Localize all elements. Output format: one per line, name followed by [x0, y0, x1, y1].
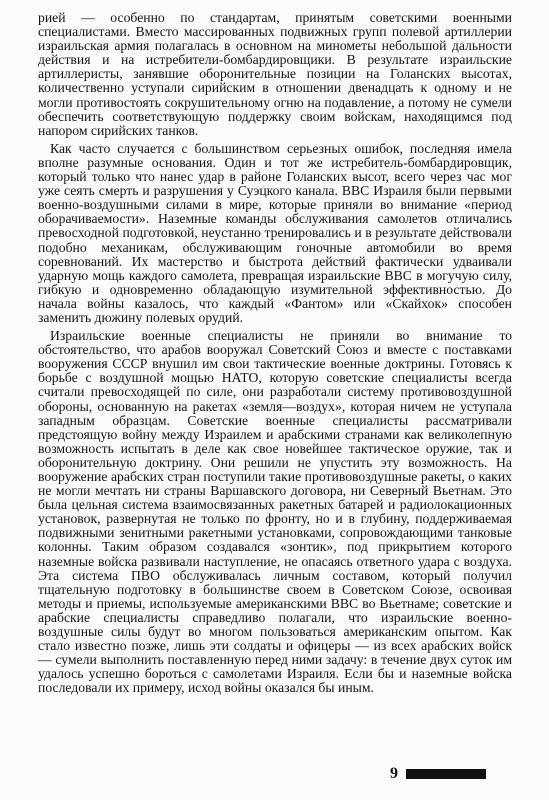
body-text — [38, 11, 512, 700]
paragraph-3: Израильские военные специалисты не приняли во внимание то обстоятельство, что арабов вооружал Советский Союз и вместе с поставками вооружения СССР внушил им свои тактические военные доктрины. Готовясь к борьбе с воздушной мощью НАТО, которую советские специалисты всегда считали превосходящей по силе, они разработали систему противовоздушной обороны, основанную на ракетах «земля—воздух», которая ничем не уступала западным образцам. Советские военные специалисты рассматривали предстоящую войну между Израилем и арабскими странами как великолепную возможность испытать в деле как свое новейшее тактическое оружие, так и оборонительную доктрину. Они решили не упустить эту возможность. На вооружение арабских стран поступили такие противовоздушные ракеты, о каких не могли мечтать ни страны Варшавского договора, ни Северный Вьетнам. Это была цельная система взаимосвязанных ракетных батарей и радиолокационных установок, развернутая не только по фронту, но и в глубину, поддерживаемая подвижными зенитными ракетными установками, сопровождающими танковые колонны. Таким образом создавался «зонтик», под прикрытием которого наземные войска развивали наступление, не опасаясь ответного удара с воздуха. Эта система ПВО обслуживалась личным составом, который получил тщательную подготовку в большинстве своем в Советском Союзе, освоивая методы и приемы, используемые американскими ВВС во Вьетнаме; советские и арабские специалисты справедливо полагали, что израильские военно-воздушные силы будут во многом пользоваться американским опытом. Как стало известно позже, лишь эти солдаты и офицеры — из всех арабских войск — сумели выполнить поставленную перед ними задачу: в течение двух суток им удалось успешно бороться с самолетами Израиля. Если бы и наземные войска последовали их примеру, исход войны оказался бы иным. — [38, 328, 512, 696]
page-number: 9 — [390, 765, 398, 782]
footer-rule — [406, 769, 486, 779]
paragraph-1: рией — особенно по стандартам, принятым советскими военными специалистами. Вместо массированных подвижных групп полевой артиллерии израильская армия полагалась в основном на минометы небольшой дальности действия и на истребители-бомбардировщики. В результате израильские артиллеристы, занявшие оборонительные позиции на Голанских высотах, количественно уступали сирийским в отношении двенадцать к одному и не могли противостоять сокрушительному огню на подавление, а потому не сумели обеспечить соответствующую поддержку своим войскам, находящимся под напором сирийских танков. — [38, 10, 512, 138]
page-footer — [390, 765, 486, 783]
paragraph-2: Как часто случается с большинством серьезных ошибок, последняя имела вполне разумные основания. Один и тот же истребитель-бомбардировщик, который только что нанес удар в районе Голанских высот, всего через час мог уже сеять смерть и разрушения у Суэцкого канала. ВВС Израиля были первыми военно-воздушными силами в мире, которые приняли во внимание «период оборачиваемости». Наземные команды обслуживания самолетов отличались превосходной подготовкой, неустанно тренировались и в результате действовали подобно механикам, обслуживающим гоночные автомобили во время соревнований. Их мастерство и быстрота действий фактически удваивали ударную мощь каждого самолета, превращая израильские ВВС в могучую силу, гибкую и одновременно обладающую изумительной эффективностью. До начала войны казалось, что каждый «Фантом» или «Скайхок» способен заменить дюжину полевых орудий. — [38, 140, 512, 325]
